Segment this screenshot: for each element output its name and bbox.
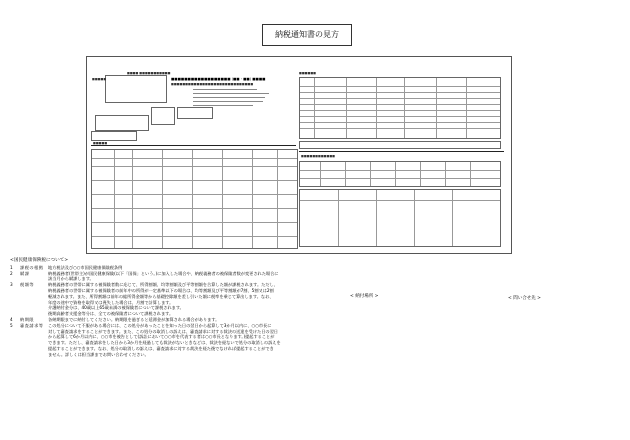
right-divider: [299, 151, 504, 152]
note-label: 税額等: [20, 282, 35, 288]
note-label: 審査請求等: [20, 322, 44, 328]
breakdown-label: ■■■■■■■■■■■■: [301, 154, 336, 158]
note-label: 賦課: [20, 270, 30, 276]
inquiry-label: < 問い合せ先 >: [508, 296, 541, 301]
installment-total-row: [299, 141, 501, 149]
note-text: 地方税法及び○○市国民健康保険税条例: [48, 264, 123, 270]
note-label: 納期限: [20, 316, 35, 322]
tax-notice-sample: [86, 56, 512, 254]
calc-table-label: ■■■■■: [93, 141, 108, 145]
note-text: 該当月から賦課します。: [48, 276, 94, 282]
note-number: 2: [10, 270, 13, 276]
note-item-3: [10, 282, 310, 317]
note-text: 介護納付金分は、40歳以上65歳未満の被保険者について課税されます。: [48, 305, 184, 311]
ref-box: [91, 131, 137, 141]
note-text: から起算して6か月以内に、○○市を被告として(訴訟において○○市を代表する者は○○市長となります。)提起することが: [48, 334, 275, 340]
note-text: ません。詳しくは担当課までお問い合わせください。: [48, 351, 149, 357]
note-text: 軽減されます。また、所得割額は前年の総所得金額等から基礎控除額を差し引いた額に税率を乗じて算出します。なお、: [48, 293, 274, 299]
payment-place-label: < 納付場所 >: [350, 294, 379, 299]
installment-table: [299, 77, 501, 139]
note-text: 提起することができます。なお、処分の取消しの訴えは、審査請求に対する裁決を経た後でなければ提起することができ: [48, 345, 274, 351]
note-text: 後期高齢者支援金等分は、全ての被保険者について課税されます。: [48, 311, 174, 317]
note-item-5: [10, 323, 310, 358]
note-label: 課税の根拠: [20, 264, 44, 270]
note-text: 年度の途中で資格を取得又は喪失した場合は、月割で計算します。: [48, 299, 174, 305]
note-number: 5: [10, 322, 13, 328]
note-text: 納税義務者の世帯に属する被保険者の前年中の所得が一定基準以下の場合は、均等割額及び平等割額が7割、5割又は2割: [48, 287, 274, 293]
schedule-label: ■■■■■■: [299, 71, 317, 75]
breakdown-table: [299, 161, 501, 187]
note-text: 納税義務者の世帯に属する被保険者数に応じて、所得割額、均等割額及び平等割額を合算した額が課税されます。ただし、: [48, 282, 278, 288]
note-text: できます。ただし、審査請求をした日から3か月を経過しても裁決がないときなどは、裁決を経ないで処分の取消しの訴えを: [48, 340, 281, 346]
note-number: 1: [10, 264, 13, 270]
note-text: 各納期限までに納付してください。納期限を過ぎると延滞金が加算される場合があります。: [48, 316, 220, 322]
note-item-2: [10, 271, 310, 283]
note-text: 対して審査請求をすることができます。また、この処分の取消しの訴えは、審査請求に対する裁決の送達を受けた日の翌日: [48, 328, 278, 334]
tax-notes: [10, 258, 310, 358]
note-number: 4: [10, 316, 13, 322]
note-text: 納税義務者(世帯主)が国民健康保険(以下「国保」という。)に加入した場合や、納税義務者の被保険者数が変更された場合に: [48, 270, 279, 276]
address-block: [105, 75, 167, 103]
tax-calc-table: [91, 149, 298, 249]
page-title: 納税通知書の見方: [262, 24, 352, 46]
notice-subtext-1: ■■■■■■■■■■■■■■■■■■■■■■■■■■■■■: [171, 82, 254, 86]
notice-main-heading: ■■■■■■■■■■■■■■■■■■ (■■・■■) ■■■■: [171, 77, 266, 81]
note-text: この処分について不服がある場合には、この処分があったことを知った日の翌日から起算して3か月以内に、○○市長に: [48, 322, 272, 328]
stamp-box: [151, 107, 175, 125]
amount-box: [177, 107, 213, 119]
notice-header-mark: ■■■■■: [92, 77, 107, 81]
section-divider: [91, 145, 296, 146]
remarks-table: [299, 189, 501, 247]
note-number: 3: [10, 282, 13, 288]
notice-header-text: ■■■■ ■■■■■■■■■■■: [127, 71, 171, 75]
recipient-box: [95, 115, 149, 131]
notes-heading: <国民健康保険税について>: [10, 258, 69, 263]
